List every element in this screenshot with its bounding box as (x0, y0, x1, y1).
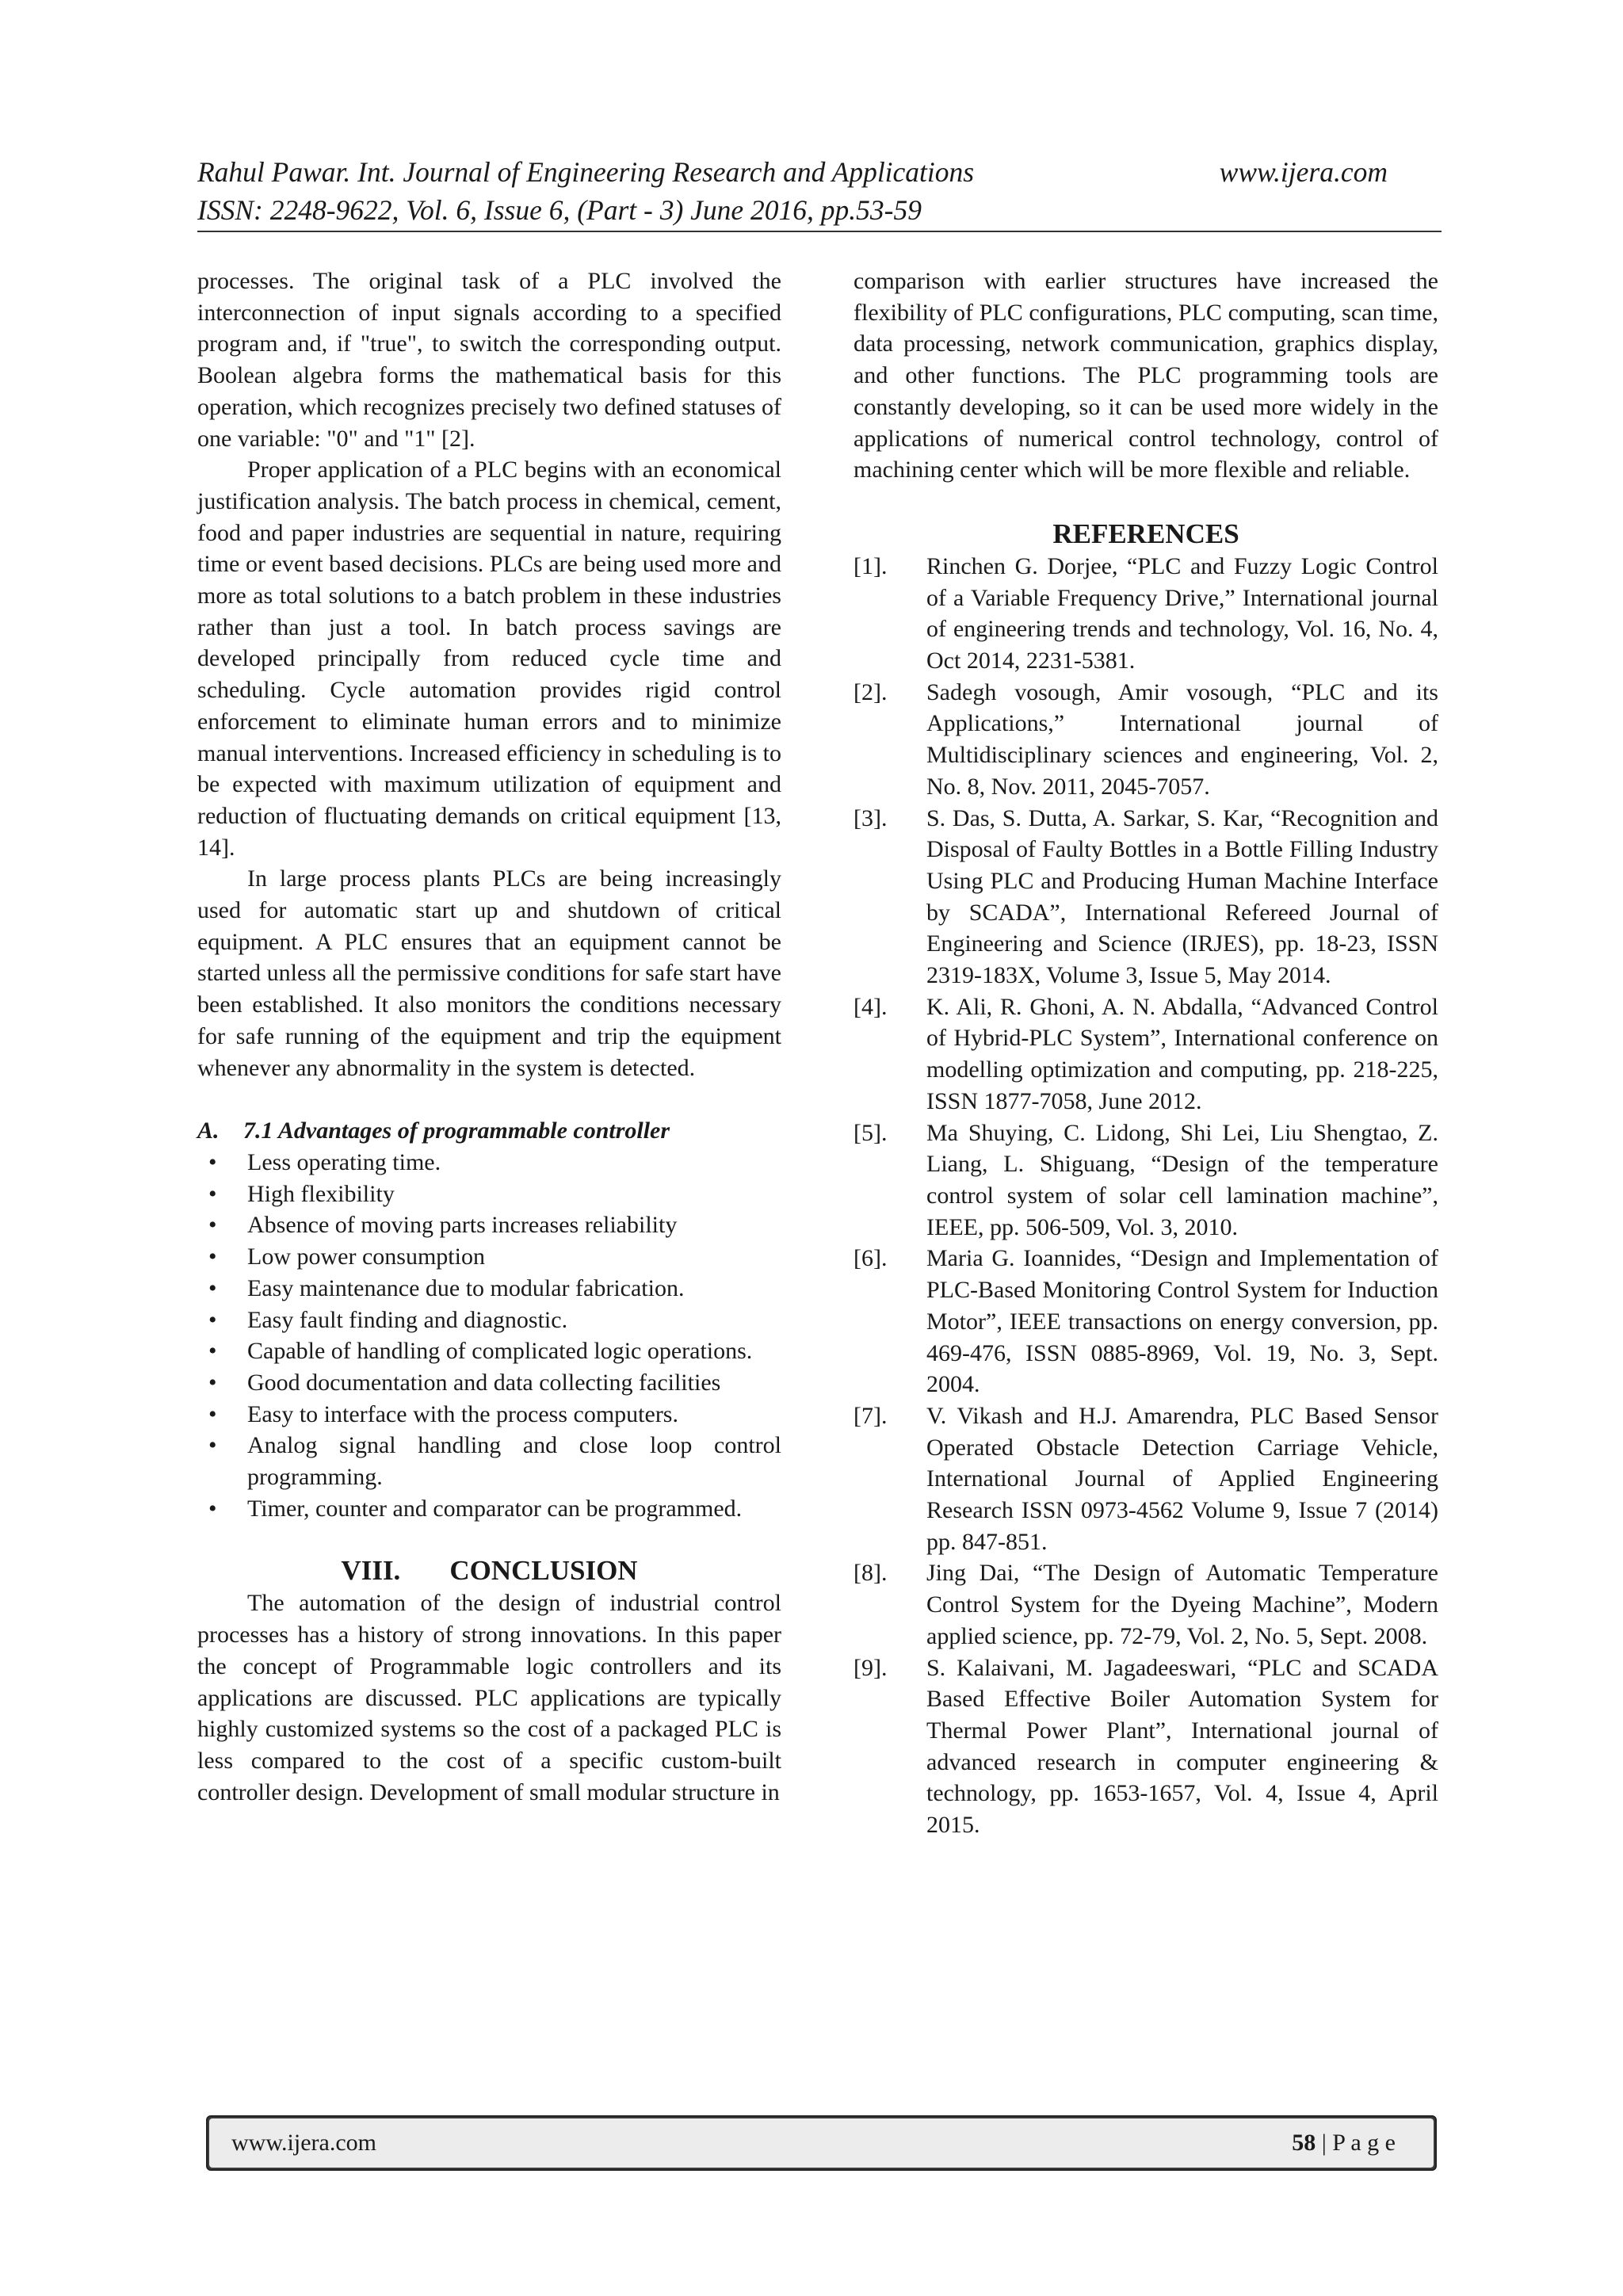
bullet-icon: • (208, 1432, 217, 1459)
reference-item (854, 1652, 1438, 1841)
list-item (197, 1209, 781, 1241)
list-item-text: High flexibility (247, 1180, 395, 1207)
left-column (197, 266, 781, 1808)
bullet-icon: • (208, 1369, 217, 1396)
reference-text: Rinchen G. Dorjee, “PLC and Fuzzy Logic Control of a Variable Frequency Drive,” International journal of engineering trends and technology, Vol. 16, No. 4, Oct 2014, 2231-5381. (926, 552, 1438, 674)
list-item (197, 1335, 781, 1367)
reference-text: S. Das, S. Dutta, A. Sarkar, S. Kar, “Recognition and Disposal of Faulty Bottles in a Bottle Filling Industry Using PLC and Producing Human Machine Interface by SCADA”, International Refereed Journal of Engineering and Science (IRJES), pp. 18-23, ISSN 2319-183X, Volume 3, Issue 5, May 2014. (926, 804, 1438, 989)
section-heading (197, 1554, 781, 1587)
reference-text: Maria G. Ioannides, “Design and Implementation of PLC-Based Monitoring Control System for Induction Motor”, IEEE transactions on energy conversion, pp. 469-476, ISSN 0885-8969, Vol. 19, No. 3, Sept. 2004. (926, 1245, 1438, 1398)
list-item (197, 1147, 781, 1179)
journal-citation: Rahul Pawar. Int. Journal of Engineering Research and Applications (197, 156, 975, 188)
paragraph: Proper application of a PLC begins with an economical justification analysis. The batch process in chemical, cement, food and paper industries are sequential in nature, requiring time or event based decisions. PLCs are being used more and more as total solutions to a batch problem in these industries rather than just a tool. In batch process savings are developed principally from reduced cycle time and scheduling. Cycle automation provides rigid control enforcement to eliminate human errors and to minimize manual interventions. Increased efficiency in scheduling is to be expected with maximum utilization of equipment and reduction of fluctuating demands on critical equipment [13, 14]. (197, 457, 781, 861)
subsection-heading (197, 1115, 781, 1147)
bullet-icon: • (208, 1274, 217, 1301)
reference-number: [5]. (854, 1119, 888, 1146)
footer-website: www.ijera.com (231, 2130, 376, 2156)
list-item-text: Absence of moving parts increases reliability (247, 1212, 678, 1239)
header-line-2 (197, 191, 1388, 229)
bullet-icon: • (208, 1338, 217, 1365)
reference-text: V. Vikash and H.J. Amarendra, PLC Based Sensor Operated Obstacle Detection Carriage Vehicle, International Journal of Applied Engineering Research ISSN 0973-4562 Volume 9, Issue 7 (2014) pp. 847-851. (926, 1402, 1438, 1555)
header-rule (197, 231, 1442, 232)
advantages-list (197, 1147, 781, 1524)
page-number-label (1292, 2130, 1396, 2157)
reference-text: K. Ali, R. Ghoni, A. N. Abdalla, “Advanced Control of Hybrid-PLC System”, International conference on modelling optimization and computing, pp. 218-225, ISSN 1877-7058, June 2012. (926, 993, 1438, 1114)
bullet-icon: • (208, 1495, 217, 1522)
list-item (197, 1399, 781, 1431)
list-item-text: Low power consumption (247, 1244, 485, 1270)
list-item (197, 1430, 781, 1492)
reference-item (854, 1117, 1438, 1244)
reference-item (854, 677, 1438, 803)
reference-text: S. Kalaivani, M. Jagadeeswari, “PLC and SCADA Based Effective Boiler Automation System for Thermal Power Plant”, International journal of advanced research in computer engineering & technology, pp. 1653-1657, Vol. 4, Issue 4, April 2015. (926, 1654, 1438, 1839)
references-heading: REFERENCES (1052, 518, 1239, 549)
list-item (197, 1179, 781, 1210)
reference-number: [2]. (854, 678, 888, 705)
list-item-text: Easy maintenance due to modular fabrication. (247, 1274, 685, 1301)
issn-line: ISSN: 2248-9622, Vol. 6, Issue 6, (Part - 3) June 2016, pp.53-59 (197, 194, 922, 226)
references-list (854, 551, 1438, 1841)
list-item-text: Good documentation and data collecting facilities (247, 1369, 721, 1396)
right-column (854, 266, 1438, 1841)
paragraph: In large process plants PLCs are being increasingly used for automatic start up and shutdown of critical equipment. A PLC ensures that an equipment cannot be started unless all the permissive conditions for safe start have been established. It also monitors the conditions necessary for safe running of the equipment and trip the equipment whenever any abnormality in the system is detected. (197, 865, 781, 1081)
list-item-text: Easy to interface with the process computers. (247, 1400, 678, 1427)
reference-text: Jing Dai, “The Design of Automatic Temperature Control System for the Dyeing Machine”, Modern applied science, pp. 72-79, Vol. 2, No. 5, Sept. 2008. (926, 1560, 1438, 1649)
reference-item (854, 1400, 1438, 1558)
reference-number: [8]. (854, 1560, 888, 1587)
footer-background (209, 2118, 1434, 2168)
list-item-text: Less operating time. (247, 1148, 441, 1175)
list-item (197, 1305, 781, 1336)
reference-item (854, 1243, 1438, 1400)
section-number: VIII. (341, 1555, 401, 1587)
list-item-text: Capable of handling of complicated logic operations. (247, 1338, 753, 1365)
bullet-icon: • (208, 1400, 217, 1427)
list-item-text: Analog signal handling and close loop control programming. (247, 1432, 781, 1491)
header-line-1 (197, 153, 1388, 191)
journal-website: www.ijera.com (1219, 156, 1388, 188)
list-item-text: Easy fault finding and diagnostic. (247, 1306, 568, 1333)
reference-item (854, 1557, 1438, 1652)
reference-number: [9]. (854, 1654, 888, 1681)
list-item (197, 1273, 781, 1305)
page-footer (206, 2115, 1437, 2171)
list-item (197, 1367, 781, 1399)
bullet-icon: • (208, 1148, 217, 1175)
reference-item (854, 803, 1438, 991)
running-header (197, 153, 1388, 229)
reference-number: [3]. (854, 804, 888, 831)
reference-item (854, 991, 1438, 1117)
reference-number: [6]. (854, 1245, 888, 1272)
paragraph: processes. The original task of a PLC involved the interconnection of input signals according to a specified program and, if "true", to switch the corresponding output. Boolean algebra forms the mathematical basis for this operation, which recognizes precisely two defined statuses of one variable: "0" and "1" [2]. (197, 268, 781, 452)
reference-number: [7]. (854, 1402, 888, 1429)
reference-item (854, 551, 1438, 677)
subsection-title: 7.1 Advantages of programmable controller (243, 1117, 670, 1144)
reference-text: Ma Shuying, C. Lidong, Shi Lei, Liu Shengtao, Z. Liang, L. Shiguang, “Design of the temperature control system of solar cell lamination machine”, IEEE, pp. 506-509, Vol. 3, 2010. (926, 1119, 1438, 1240)
paragraph: comparison with earlier structures have increased the flexibility of PLC configurations, PLC computing, scan time, data processing, network communication, graphics display, and other functions. The PLC programming tools are constantly developing, so it can be used more widely in the applications of numerical control technology, control of machining center which will be more flexible and reliable. (854, 268, 1438, 483)
list-item (197, 1241, 781, 1273)
list-item-text: Timer, counter and comparator can be programmed. (247, 1495, 743, 1522)
reference-text: Sadegh vosough, Amir vosough, “PLC and its Applications,” International journal of Multidisciplinary sciences and engineering, Vol. 2, No. 8, Nov. 2011, 2045-7057. (926, 678, 1438, 800)
reference-number: [4]. (854, 993, 888, 1020)
reference-number: [1]. (854, 552, 888, 579)
bullet-icon: • (208, 1180, 217, 1207)
paragraph: The automation of the design of industrial control processes has a history of strong innovations. In this paper the concept of Programmable logic controllers and its applications are discussed. PLC applications are typically highly customized systems so the cost of a packaged PLC is less compared to the cost of a specific custom-built controller design. Development of small modular structure in (197, 1590, 781, 1805)
bullet-icon: • (208, 1244, 217, 1270)
list-item (197, 1493, 781, 1525)
subsection-letter: A. (197, 1117, 220, 1144)
page-number: 58 (1292, 2130, 1316, 2156)
section-title: CONCLUSION (449, 1555, 638, 1587)
bullet-icon: • (208, 1212, 217, 1239)
bullet-icon: • (208, 1306, 217, 1333)
page-label: | P a g e (1316, 2130, 1396, 2156)
